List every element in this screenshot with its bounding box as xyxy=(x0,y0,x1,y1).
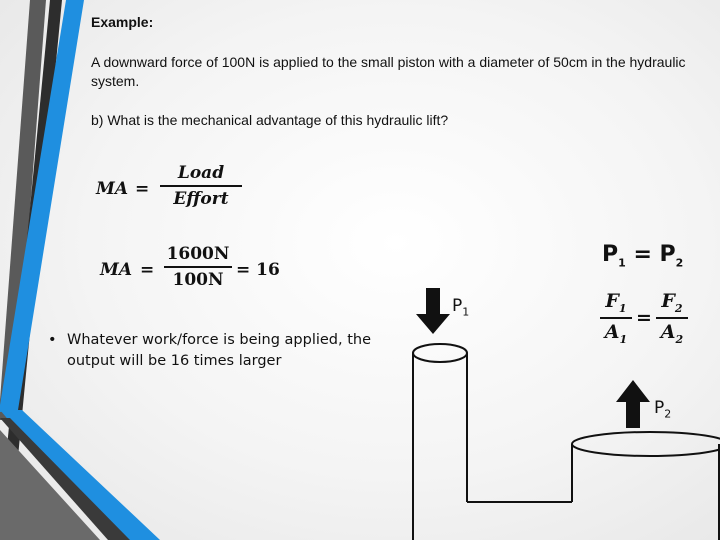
formula2-fraction xyxy=(164,244,232,290)
p-symbol-2: P xyxy=(659,242,676,267)
up-arrow-icon xyxy=(616,380,650,428)
small-piston xyxy=(413,344,467,362)
ratio-left xyxy=(600,290,632,346)
p-sub-2: 2 xyxy=(675,256,684,270)
output-p: P xyxy=(654,398,665,418)
p-sub-1: 1 xyxy=(618,256,626,270)
formula1-fraction xyxy=(160,163,242,209)
ratio-equals: = xyxy=(636,307,652,329)
p-equals: = xyxy=(625,242,660,267)
ratio-a1-sub: 1 xyxy=(619,332,628,346)
large-piston xyxy=(572,432,720,456)
down-arrow-icon xyxy=(416,288,450,334)
formula1-lhs: MA xyxy=(96,179,129,199)
formula2-result: = 16 xyxy=(236,260,280,280)
input-sub: 1 xyxy=(462,305,470,319)
pressure-equation xyxy=(602,242,683,269)
ratio-a1: A xyxy=(604,320,620,343)
output-pressure-label xyxy=(654,398,671,420)
bullet-text: Whatever work/force is being applied, the output will be 16 times larger xyxy=(67,332,372,369)
formula2-numerator: 1600N xyxy=(166,244,230,264)
ratio-f1-sub: 1 xyxy=(618,301,627,315)
formula2-denominator: 100N xyxy=(164,266,232,290)
bullet-dot: • xyxy=(48,332,57,348)
problem-question: b) What is the mechanical advantage of this hydraulic lift? xyxy=(91,112,449,128)
ratio-right xyxy=(656,290,688,346)
formula1-equals: = xyxy=(135,179,150,199)
formula2-lhs: MA xyxy=(100,260,133,280)
output-sub: 2 xyxy=(664,407,672,421)
formula2-equals: = xyxy=(140,260,155,280)
ratio-f2: F xyxy=(661,290,675,312)
ratio-a2: A xyxy=(660,320,676,343)
input-p: P xyxy=(452,296,463,316)
ratio-f2-sub: 2 xyxy=(674,301,683,315)
problem-statement: A downward force of 100N is applied to the small piston with a diameter of 50cm in the hydraulic system. xyxy=(91,54,686,89)
example-heading: Example: xyxy=(91,14,154,30)
formula1-numerator: Load xyxy=(177,163,225,183)
formula1-denominator: Effort xyxy=(160,185,242,209)
ratio-a2-sub: 2 xyxy=(675,332,684,346)
p-symbol: P xyxy=(602,242,619,267)
ratio-f1: F xyxy=(605,290,619,312)
input-pressure-label xyxy=(452,296,469,318)
